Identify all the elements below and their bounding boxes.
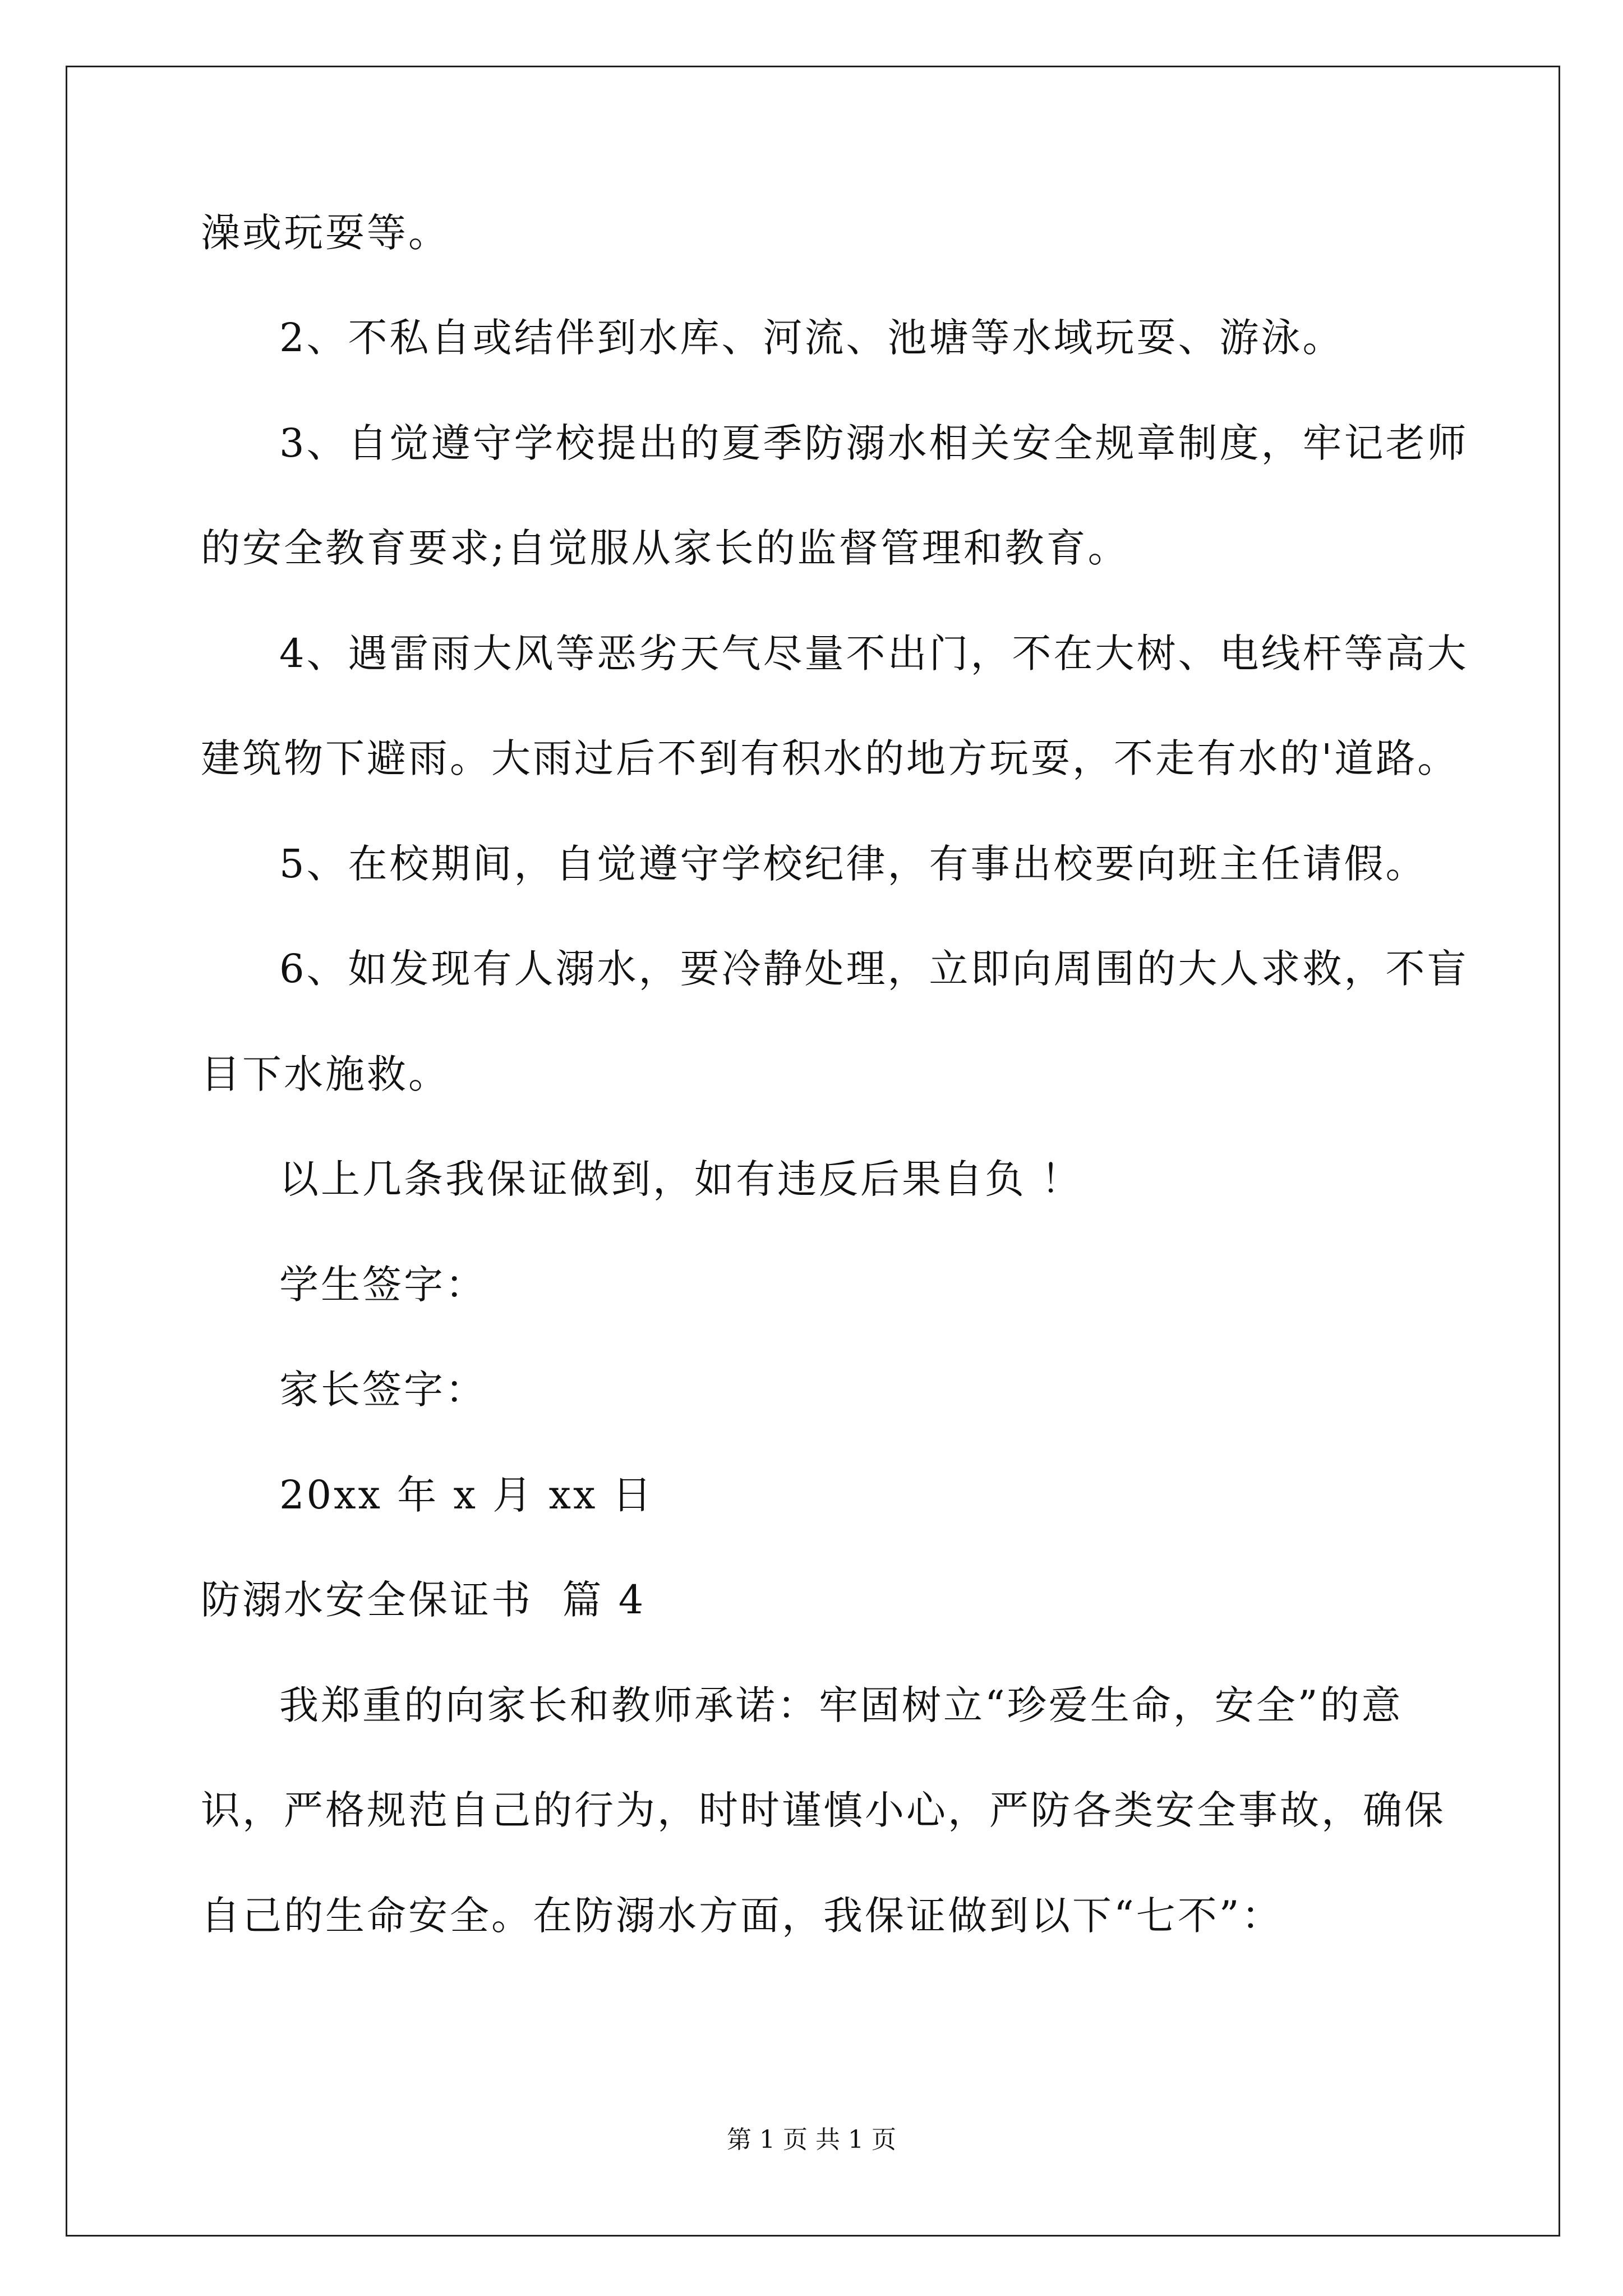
text-line: 的安全教育要求;自觉服从家长的监督管理和教育。 [201,525,1129,571]
section-heading: 防溺水安全保证书 篇 4 [201,1577,646,1623]
text-line: 5、在校期间，自觉遵守学校纪律，有事出校要向班主任请假。 [279,841,1427,887]
text-line: 自己的生命安全。在防溺水方面，我保证做到以下“七不”： [201,1893,1283,1939]
text-line: 识，严格规范自己的行为，时时谨慎小心，严防各类安全事故，确保 [201,1787,1446,1833]
parent-signature-label: 家长签字： [279,1366,487,1412]
student-signature-label: 学生签字： [279,1262,487,1308]
date-line: 20xx 年 x 月 xx 日 [279,1472,654,1518]
text-line: 目下水施救。 [201,1051,450,1097]
text-line: 4、遇雷雨大风等恶劣天气尽量不出门，不在大树、电线杆等高大 [279,631,1469,677]
text-line: 2、不私自或结伴到水库、河流、池塘等水域玩耍、游泳。 [279,315,1344,361]
page-footer: 第 1 页 共 1 页 [727,2125,896,2154]
text-line: 以上几条我保证做到，如有违反后果自负 ！ [279,1156,1083,1202]
text-line: 6、如发现有人溺水，要冷静处理，立即向周围的大人求救，不盲 [279,946,1469,992]
text-line: 澡或玩耍等。 [201,210,450,256]
text-line: 3、自觉遵守学校提出的夏季防溺水相关安全规章制度，牢记老师 [279,420,1469,466]
text-line: 建筑物下避雨。大雨过后不到有积水的地方玩耍，不走有水的'道路。 [201,735,1459,781]
text-line: 我郑重的向家长和教师承诺：牢固树立“珍爱生命，安全”的意 [279,1682,1403,1728]
